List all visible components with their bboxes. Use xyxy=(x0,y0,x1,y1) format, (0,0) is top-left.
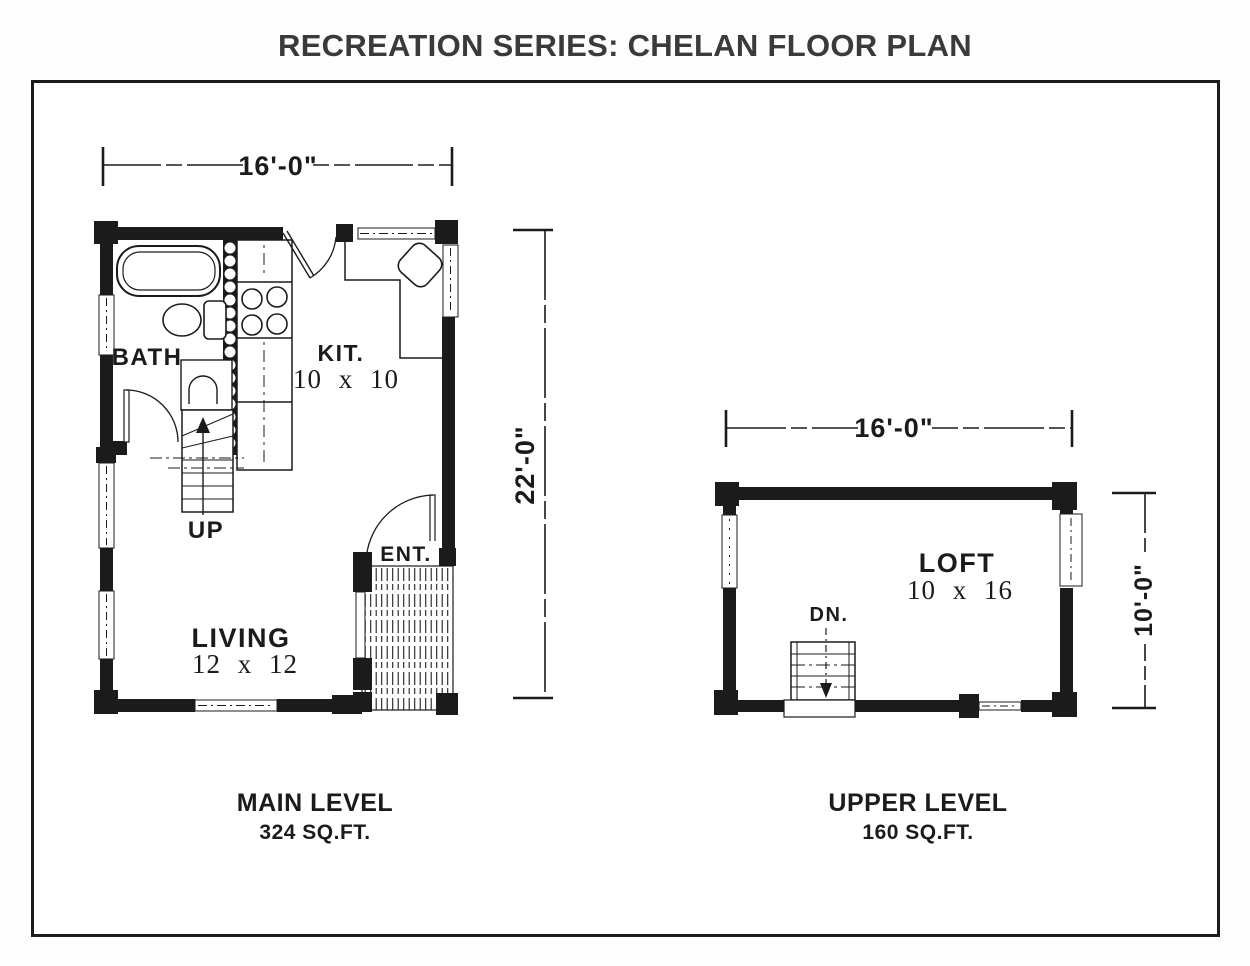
upper-exterior-walls xyxy=(714,482,1077,718)
living-label: LIVING xyxy=(191,623,291,653)
down-label: DN. xyxy=(809,604,849,626)
kitchen-size-label: 10 x 10 xyxy=(293,364,399,394)
kitchen-label: KIT. xyxy=(317,340,365,366)
upper-stairs xyxy=(784,628,855,717)
bathtub xyxy=(117,246,220,296)
upper-level-plan xyxy=(714,410,1160,718)
upper-width-dim-label: 16'-0" xyxy=(854,413,934,443)
kitchen-counter-left xyxy=(237,240,292,470)
main-stairs xyxy=(150,410,244,515)
main-level-area: 324 SQ.FT. xyxy=(259,821,371,844)
toilet xyxy=(163,301,226,339)
page-title: RECREATION SERIES: CHELAN FLOOR PLAN xyxy=(278,28,972,63)
entry-porch xyxy=(353,552,453,712)
bath-door xyxy=(124,390,178,442)
porch-deck-hatch xyxy=(362,566,453,710)
upper-windows xyxy=(722,514,1082,710)
upper-width-dimension xyxy=(726,410,1072,447)
bath-label: BATH xyxy=(111,344,183,371)
bath-sink-vanity xyxy=(181,360,232,410)
entry-label: ENT. xyxy=(380,543,432,566)
loft-size-label: 10 x 16 xyxy=(907,575,1013,605)
main-level-plan xyxy=(94,147,553,715)
main-width-dim-label: 16'-0" xyxy=(238,151,318,181)
kitchen-sink xyxy=(395,240,446,291)
main-level-caption-title: MAIN LEVEL xyxy=(236,789,394,817)
loft-label: LOFT xyxy=(918,548,996,578)
upper-height-dimension xyxy=(1112,493,1160,708)
upper-level-area: 160 SQ.FT. xyxy=(862,821,974,844)
living-size-label: 12 x 12 xyxy=(192,649,298,679)
main-level-caption xyxy=(165,789,465,845)
up-label: UP xyxy=(187,517,225,544)
main-height-dim-label: 22'-0" xyxy=(510,425,540,505)
stair-landing xyxy=(784,700,855,717)
upper-height-dim-label: 10'-0" xyxy=(1130,563,1158,637)
upper-level-caption-title: UPPER LEVEL xyxy=(828,789,1008,817)
main-width-dimension xyxy=(103,147,452,186)
main-height-dimension xyxy=(510,230,553,698)
upper-level-caption xyxy=(768,789,1068,845)
